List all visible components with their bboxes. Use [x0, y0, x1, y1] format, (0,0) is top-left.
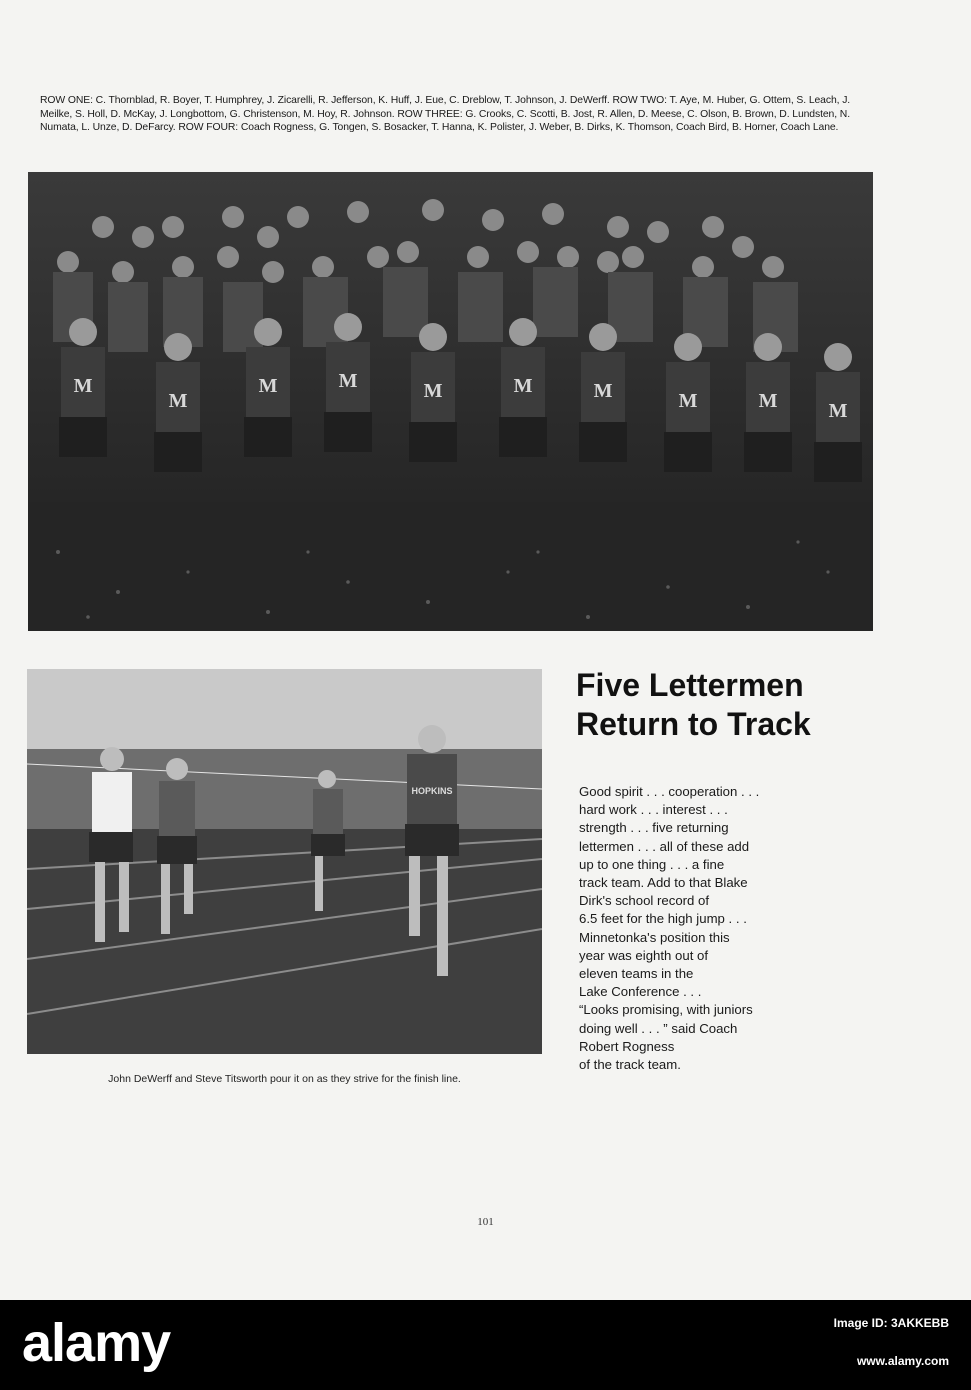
stock-image-id: Image ID: 3AKKEBB [833, 1316, 949, 1330]
team-photo-illustration [28, 172, 873, 631]
body-line: “Looks promising, with juniors [579, 1002, 753, 1018]
race-photo-illustration [27, 669, 542, 1054]
body-line: Good spirit . . . cooperation . . . [579, 784, 760, 799]
race-finish-photo [27, 669, 542, 1054]
stock-logo: alamy [22, 1313, 171, 1373]
body-line: Lake Conference . . . [579, 984, 702, 1000]
body-line: Dirk's school record of [579, 893, 710, 909]
headline-line-2: Return to Track [576, 706, 811, 742]
jersey-letter: M [513, 375, 533, 397]
body-line: Minnetonka's position this [579, 929, 730, 945]
jersey-text: HOPKINS [411, 786, 453, 796]
body-line: of the track team. [579, 1057, 681, 1073]
jersey-letter: M [423, 380, 443, 402]
article-headline [576, 666, 956, 744]
jersey-letter: M [168, 390, 188, 412]
headline-line-1: Five Lettermen [576, 667, 804, 703]
jersey-letter: M [758, 390, 778, 412]
race-photo-caption: John DeWerff and Steve Titsworth pour it on as they strive for the finish line. [108, 1073, 461, 1085]
body-line: strength . . . five returning [579, 820, 729, 836]
body-line: doing well . . . ” said Coach [579, 1020, 738, 1036]
team-group-photo [28, 172, 873, 631]
stock-url[interactable]: www.alamy.com [856, 1354, 949, 1368]
body-line: Robert Rogness [579, 1038, 675, 1054]
body-line: track team. Add to that Blake [579, 875, 748, 891]
jersey-letter: M [258, 375, 278, 397]
jersey-letter: M [828, 400, 848, 422]
body-line: up to one thing . . . a fine [579, 856, 725, 872]
jersey-letter: M [678, 390, 698, 412]
jersey-letter: M [73, 375, 93, 397]
article-body [579, 783, 819, 1074]
body-line: hard work . . . interest . . . [579, 802, 728, 818]
body-line: 6.5 feet for the high jump . . . [579, 911, 747, 927]
body-line: year was eighth out of [579, 947, 709, 963]
page-number: 101 [477, 1216, 494, 1228]
team-roster-caption: ROW ONE: C. Thornblad, R. Boyer, T. Humphrey, J. Zicarelli, R. Jefferson, K. Huff, J. Eue, C. Dreblow, T. Johnson, J. DeWerff. ROW TWO: T. Aye, M. Huber, G. Ottem, S. Leach, J. Meilke, S. Holl, D. McKay, J. Longbottom, G. Christenson, M. Hoy, R. Johnson. ROW THREE: G. Crooks, C. Scotti, B. Jost, R. Allen, D. Meese, C. Olson, B. Brown, D. Lundsten, N. Numata, L. Unze, D. DeFarcy. ROW FOUR: Coach Rogness, G. Tongen, S. Bosacker, T. Hanna, K. Polister, J. Weber, B. Dirks, K. Thomson, Coach Bird, B. Horner, Coach Lane. [40, 95, 851, 133]
body-line: eleven teams in the [579, 966, 694, 982]
jersey-letter: M [593, 380, 613, 402]
jersey-letter: M [338, 370, 358, 392]
body-line: lettermen . . . all of these add [579, 838, 750, 854]
